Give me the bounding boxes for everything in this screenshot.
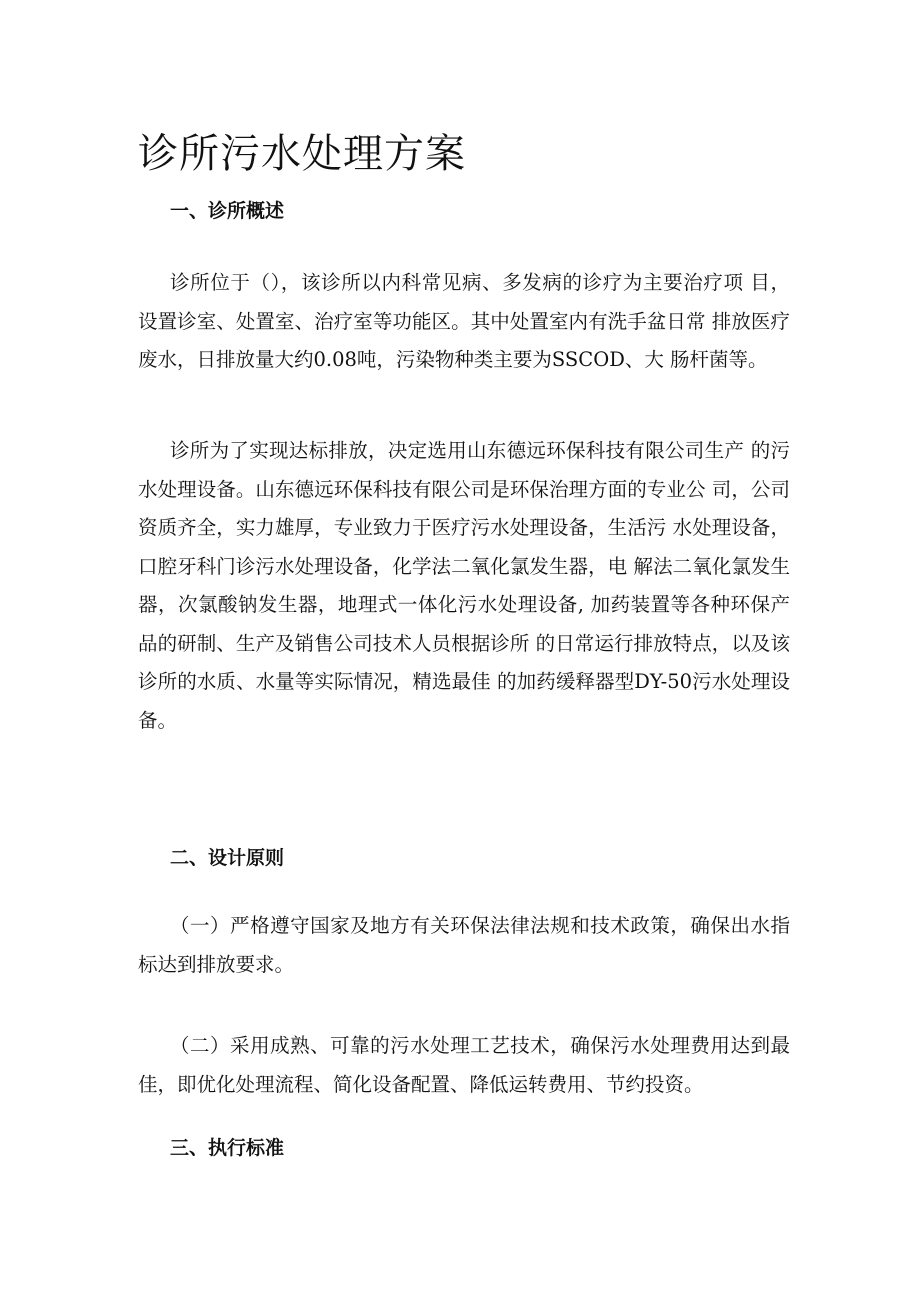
paragraph-principle-1: （一）严格遵守国家及地方有关环保法律法规和技术政策，确保出水指标达到排放要求。: [138, 914, 790, 976]
page-title: 诊所污水处理方案: [138, 131, 466, 177]
paragraph-principle-2: （二）采用成熟、可靠的污水处理工艺技术，确保污水处理费用达到最佳，即优化处理流程、简化设备配置、降低运转费用、节约投资。: [138, 1034, 790, 1096]
section-heading-design-principles: 二、设计原则: [170, 847, 285, 869]
paragraph-equipment: 诊所为了实现达标排放，决定选用山东德远环保科技有限公司生产 的污水处理设备。山东德远环保科技有限公司是环保治理方面的专业公 司，公司资质齐全，实力雄厚，专业致力于医疗污水处理设备，生活污 水处理设备，口腔牙科门诊污水处理设备，化学法二氧化氯发生器，电 解法二氧化氯发生器，次氯酸钠发生器，地理式一体化污水处理设备, 加药装置等各种环保产品的研制、生产及销售公司技术人员根据诊所 的日常运行排放特点，以及该诊所的水质、水量等实际情况，精选最佳 的加药缓释器型DY-50污水处理设备。: [138, 439, 790, 732]
paragraph-overview: 诊所位于（），该诊所以内科常见病、多发病的诊疗为主要治疗项 目，设置诊室、处置室、治疗室等功能区。其中处置室内有洗手盆日常 排放医疗废水，日排放量大约0.08吨，污染物种类主要为SSCOD、大 肠杆菌等。: [138, 271, 790, 371]
section-heading-standards: 三、执行标准: [170, 1137, 285, 1159]
section-heading-overview: 一、诊所概述: [170, 200, 285, 222]
